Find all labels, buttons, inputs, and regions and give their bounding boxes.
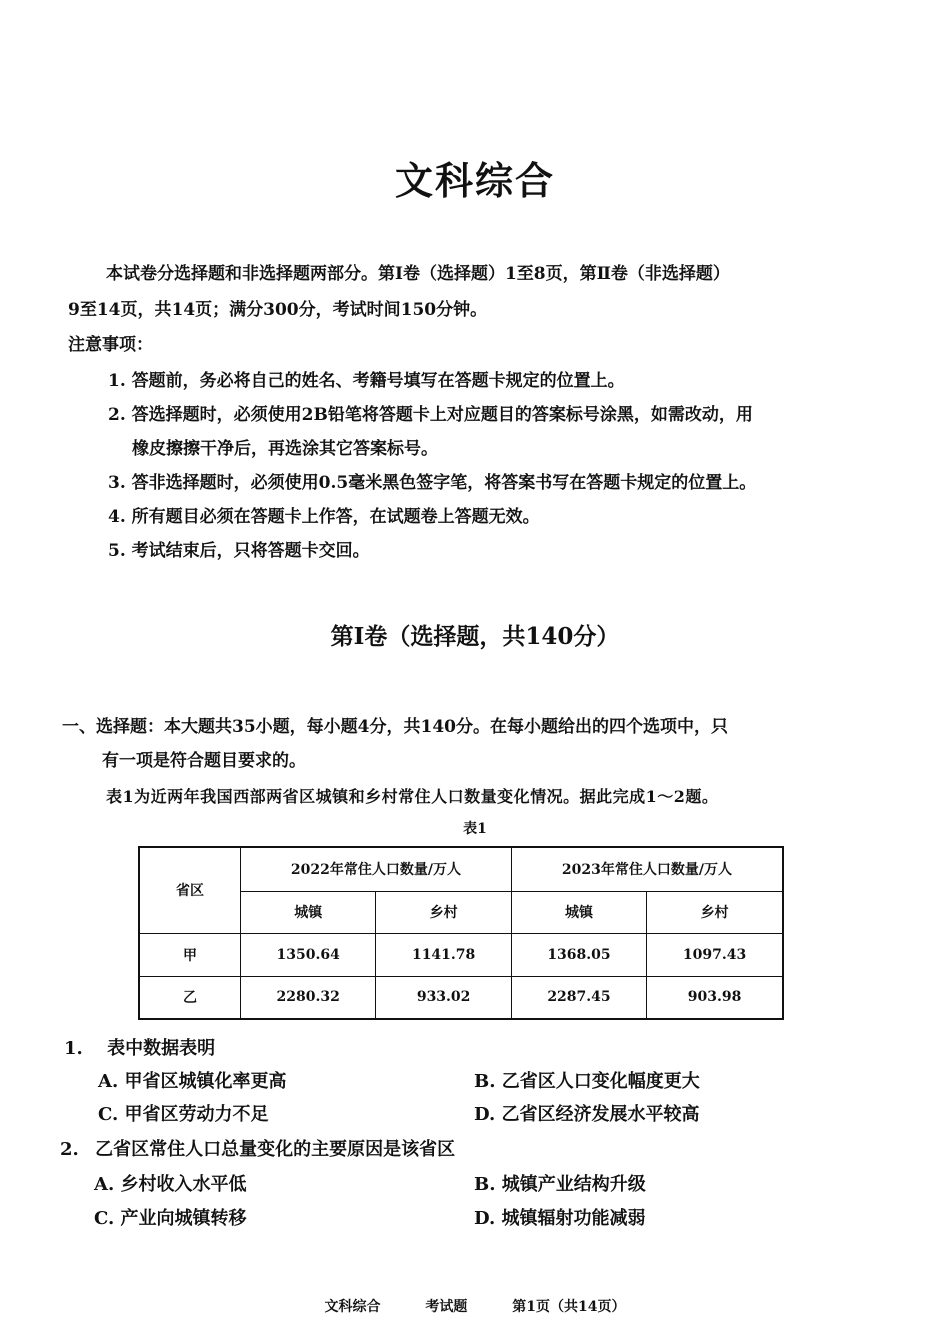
table-caption: 表1	[463, 821, 487, 837]
header-2023: 2023年常住人口数量/万人	[511, 847, 783, 891]
cell-region: 乙	[139, 976, 241, 1019]
notice-item-5: 5. 考试结束后，只将答题卡交回。	[108, 541, 370, 561]
header-region: 省区	[139, 847, 241, 933]
header-2023-urban: 城镇	[511, 891, 646, 933]
cell-rural-2022: 1141.78	[376, 933, 511, 976]
option-b: B. 城镇产业结构升级	[474, 1174, 646, 1195]
footer-paper: 考试题	[425, 1299, 468, 1315]
notice-item-4: 4. 所有题目必须在答题卡上作答，在试题卷上答题无效。	[108, 507, 540, 527]
footer-subject: 文科综合	[324, 1299, 381, 1315]
notice-item-1: 1. 答题前，务必将自己的姓名、考籍号填写在答题卡规定的位置上。	[108, 371, 625, 391]
option-c: C. 产业向城镇转移	[94, 1208, 247, 1229]
question-number: 1.	[64, 1038, 83, 1059]
cell-urban-2022: 1350.64	[241, 933, 376, 976]
part-one-line-1: 一、选择题：本大题共35小题，每小题4分，共140分。在每小题给出的四个选项中，只	[62, 717, 728, 737]
option-a: A. 甲省区城镇化率更高	[98, 1071, 287, 1092]
header-2022-urban: 城镇	[241, 891, 376, 933]
cell-region: 甲	[139, 933, 241, 976]
cell-rural-2023: 1097.43	[647, 933, 783, 976]
part-one-line-2: 有一项是符合题目要求的。	[102, 751, 306, 771]
intro-paragraph	[68, 256, 868, 328]
option-d: D. 乙省区经济发展水平较高	[474, 1104, 700, 1125]
page-title: 文科综合	[394, 158, 555, 203]
notice-item-3: 3. 答非选择题时，必须使用0.5毫米黑色签字笔，将答案书写在答题卡规定的位置上。	[108, 473, 757, 493]
notice-item-2	[108, 398, 868, 466]
page-footer	[0, 1296, 950, 1316]
header-2022-rural: 乡村	[376, 891, 511, 933]
population-table	[138, 846, 784, 1020]
cell-rural-2023: 903.98	[647, 976, 783, 1019]
part-one-instructions	[62, 710, 862, 778]
footer-page: 第1页（共14页）	[512, 1299, 626, 1315]
table-row	[139, 933, 783, 976]
question-number: 2.	[60, 1139, 79, 1160]
option-a: A. 乡村收入水平低	[94, 1174, 247, 1195]
option-b: B. 乙省区人口变化幅度更大	[474, 1071, 700, 1092]
material-text: 表1为近两年我国西部两省区城镇和乡村常住人口数量变化情况。据此完成1～2题。	[106, 787, 719, 806]
intro-line-2: 9至14页，共14页；满分300分，考试时间150分钟。	[68, 300, 488, 320]
option-c: C. 甲省区劳动力不足	[98, 1104, 269, 1125]
header-2023-rural: 乡村	[647, 891, 783, 933]
notice-heading: 注意事项：	[68, 335, 153, 355]
intro-line-1: 本试卷分选择题和非选择题两部分。第Ⅰ卷（选择题）1至8页，第Ⅱ卷（非选择题）	[106, 264, 730, 284]
table-row	[139, 976, 783, 1019]
question-stem: 乙省区常住人口总量变化的主要原因是该省区	[95, 1139, 456, 1160]
cell-urban-2022: 2280.32	[241, 976, 376, 1019]
question-2	[60, 1135, 455, 1161]
section-title: 第Ⅰ卷（选择题，共140分）	[330, 623, 620, 650]
cell-urban-2023: 2287.45	[511, 976, 646, 1019]
option-d: D. 城镇辐射功能减弱	[474, 1208, 646, 1229]
question-stem: 表中数据表明	[107, 1038, 216, 1059]
cell-urban-2023: 1368.05	[511, 933, 646, 976]
header-2022: 2022年常住人口数量/万人	[241, 847, 512, 891]
cell-rural-2022: 933.02	[376, 976, 511, 1019]
notice-list	[108, 364, 868, 568]
notice-item-2-line-1: 2. 答选择题时，必须使用2B铅笔将答题卡上对应题目的答案标号涂黑，如需改动，用	[108, 405, 753, 425]
notice-item-2-line-2: 橡皮擦擦干净后，再选涂其它答案标号。	[132, 439, 438, 459]
question-1	[64, 1034, 215, 1060]
